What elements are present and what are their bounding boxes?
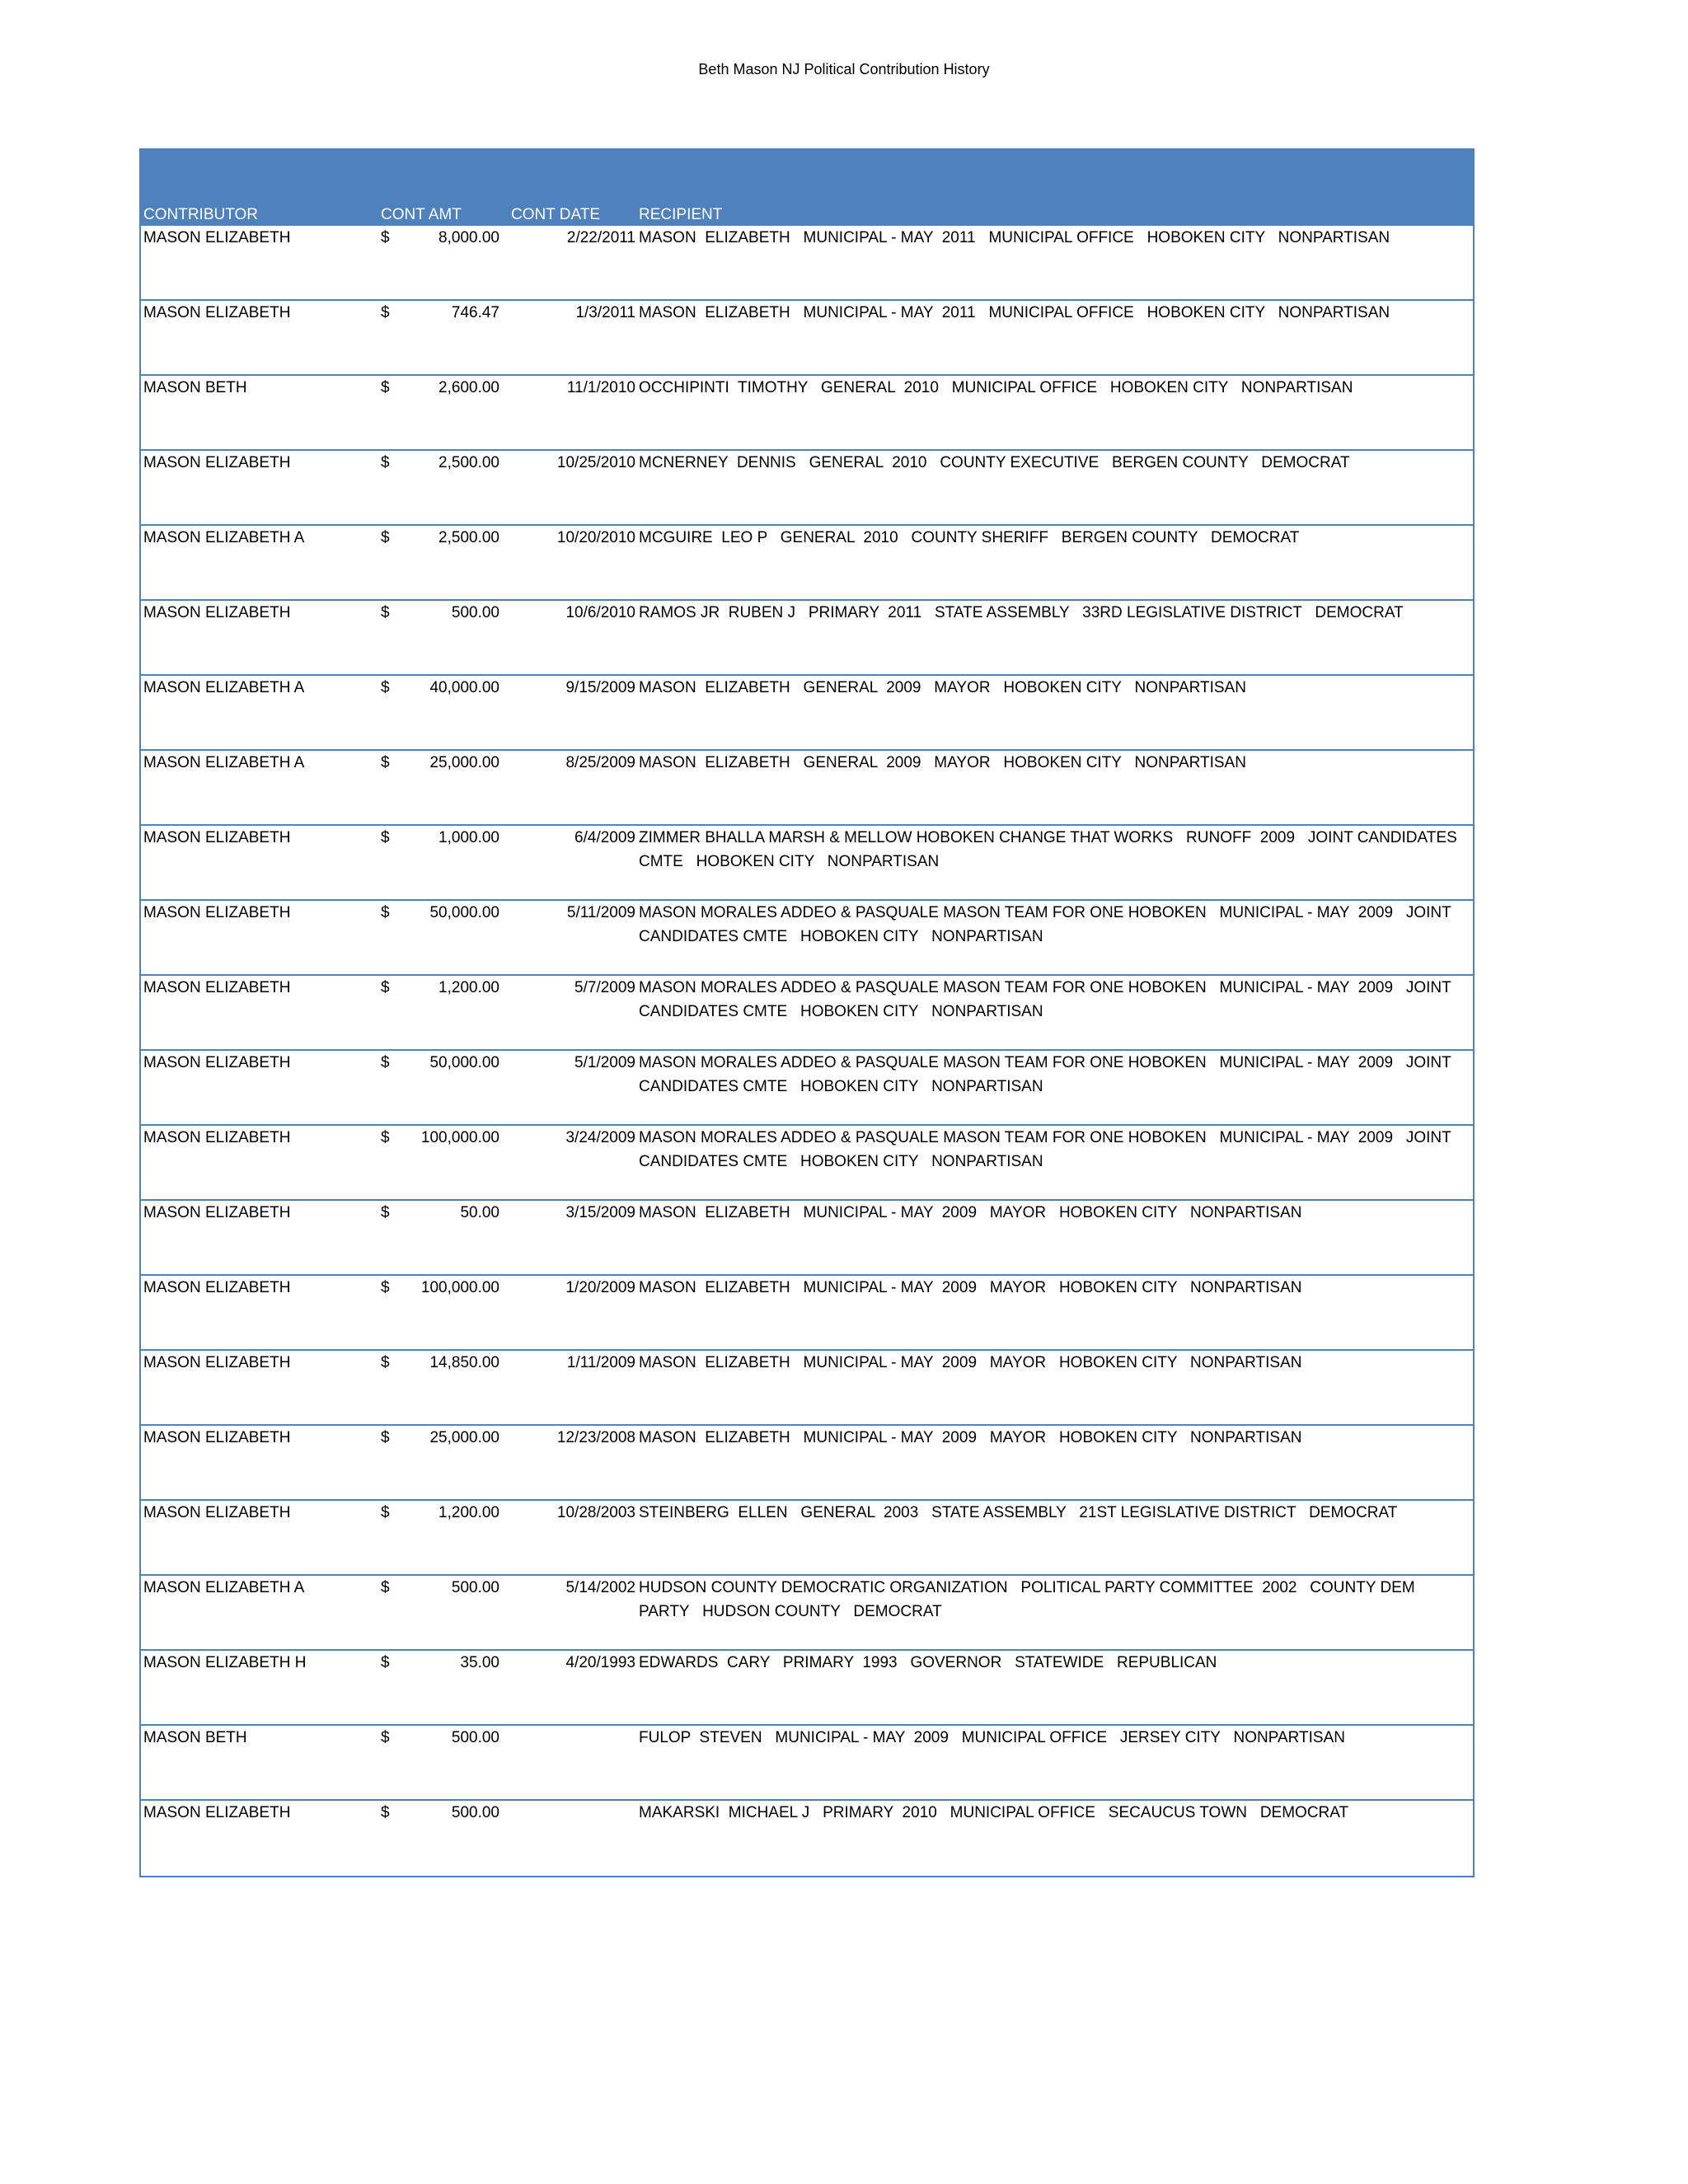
- table-row: [141, 901, 1473, 976]
- header-contributor: CONTRIBUTOR: [143, 206, 258, 223]
- table-row: [141, 1276, 1473, 1351]
- amount-cell: 25,000.00: [429, 754, 499, 771]
- contributor-cell: MASON ELIZABETH A: [143, 754, 305, 771]
- amount-cell: 50.00: [460, 1204, 499, 1221]
- amount-cell: 746.47: [451, 304, 499, 321]
- table-row: [141, 1501, 1473, 1576]
- recipient-cell: HUDSON COUNTY DEMOCRATIC ORGANIZATION POLITICAL PARTY COMMITTEE 2002 COUNTY DEM PARTY HUDSON COUNTY DEMOCRAT: [639, 1579, 1419, 1620]
- contributor-cell: MASON ELIZABETH: [143, 979, 291, 996]
- contributor-cell: MASON ELIZABETH: [143, 229, 291, 246]
- recipient-cell: FULOP STEVEN MUNICIPAL - MAY 2009 MUNICIPAL OFFICE JERSEY CITY NONPARTISAN: [639, 1729, 1345, 1746]
- table-row: [141, 451, 1473, 526]
- currency-cell: $: [381, 1504, 390, 1521]
- currency-cell: $: [381, 229, 390, 246]
- recipient-cell: ZIMMER BHALLA MARSH & MELLOW HOBOKEN CHANGE THAT WORKS RUNOFF 2009 JOINT CANDIDATES CMTE HOBOKEN CITY NONPARTISAN: [639, 829, 1462, 870]
- currency-cell: $: [381, 829, 390, 846]
- header-date: CONT DATE: [511, 206, 601, 223]
- table-row: [141, 1801, 1473, 1876]
- currency-cell: $: [381, 1729, 390, 1746]
- date-cell: 6/4/2009: [574, 829, 635, 846]
- table-row: [141, 751, 1473, 826]
- currency-cell: $: [381, 1429, 390, 1446]
- currency-cell: $: [381, 379, 390, 396]
- amount-cell: 2,600.00: [438, 379, 499, 396]
- contributor-cell: MASON ELIZABETH: [143, 1504, 291, 1521]
- amount-cell: 1,200.00: [438, 979, 499, 996]
- currency-cell: $: [381, 1654, 390, 1671]
- date-cell: 5/7/2009: [574, 979, 635, 996]
- table-row: [141, 1576, 1473, 1651]
- recipient-cell: MAKARSKI MICHAEL J PRIMARY 2010 MUNICIPAL OFFICE SECAUCUS TOWN DEMOCRAT: [639, 1804, 1349, 1821]
- table-row: [141, 526, 1473, 601]
- amount-cell: 8,000.00: [438, 229, 499, 246]
- contributor-cell: MASON BETH: [143, 379, 247, 396]
- currency-cell: $: [381, 454, 390, 471]
- date-cell: 10/28/2003: [556, 1504, 635, 1521]
- recipient-cell: MASON ELIZABETH GENERAL 2009 MAYOR HOBOKEN CITY NONPARTISAN: [639, 679, 1246, 696]
- table-body: [141, 226, 1473, 1876]
- currency-cell: $: [381, 979, 390, 996]
- contributor-cell: MASON BETH: [143, 1729, 247, 1746]
- recipient-cell: MASON ELIZABETH MUNICIPAL - MAY 2009 MAYOR HOBOKEN CITY NONPARTISAN: [639, 1204, 1302, 1221]
- date-cell: 12/23/2008: [556, 1429, 635, 1446]
- currency-cell: $: [381, 1204, 390, 1221]
- amount-cell: 14,850.00: [429, 1354, 499, 1371]
- contributor-cell: MASON ELIZABETH: [143, 904, 291, 921]
- page-title: Beth Mason NJ Political Contribution History: [698, 61, 990, 77]
- contributor-cell: MASON ELIZABETH: [143, 1354, 291, 1371]
- amount-cell: 1,200.00: [438, 1504, 499, 1521]
- recipient-cell: MASON ELIZABETH MUNICIPAL - MAY 2009 MAYOR HOBOKEN CITY NONPARTISAN: [639, 1354, 1302, 1371]
- contribution-table: [139, 148, 1475, 1877]
- recipient-cell: RAMOS JR RUBEN J PRIMARY 2011 STATE ASSEMBLY 33RD LEGISLATIVE DISTRICT DEMOCRAT: [639, 604, 1404, 621]
- table-row: [141, 376, 1473, 451]
- contributor-cell: MASON ELIZABETH: [143, 1429, 291, 1446]
- contributor-cell: MASON ELIZABETH: [143, 1804, 291, 1821]
- contributor-cell: MASON ELIZABETH H: [143, 1654, 307, 1671]
- recipient-cell: MASON MORALES ADDEO & PASQUALE MASON TEAM FOR ONE HOBOKEN MUNICIPAL - MAY 2009 JOINT CANDIDATES CMTE HOBOKEN CITY NONPARTISAN: [639, 904, 1456, 945]
- currency-cell: $: [381, 1054, 390, 1071]
- table-row: [141, 676, 1473, 751]
- amount-cell: 40,000.00: [429, 679, 499, 696]
- contributor-cell: MASON ELIZABETH A: [143, 679, 305, 696]
- table-row: [141, 1201, 1473, 1276]
- date-cell: 4/20/1993: [565, 1654, 635, 1671]
- amount-cell: 500.00: [451, 1729, 499, 1746]
- recipient-cell: MCNERNEY DENNIS GENERAL 2010 COUNTY EXECUTIVE BERGEN COUNTY DEMOCRAT: [639, 454, 1350, 471]
- recipient-cell: MASON MORALES ADDEO & PASQUALE MASON TEAM FOR ONE HOBOKEN MUNICIPAL - MAY 2009 JOINT CANDIDATES CMTE HOBOKEN CITY NONPARTISAN: [639, 1129, 1456, 1170]
- table-row: [141, 1051, 1473, 1126]
- amount-cell: 100,000.00: [420, 1279, 499, 1296]
- date-cell: 10/25/2010: [556, 454, 635, 471]
- table-row: [141, 601, 1473, 676]
- contributor-cell: MASON ELIZABETH: [143, 1204, 291, 1221]
- date-cell: 10/6/2010: [565, 604, 635, 621]
- amount-cell: 500.00: [451, 1579, 499, 1596]
- currency-cell: $: [381, 1579, 390, 1596]
- contributor-cell: MASON ELIZABETH: [143, 304, 291, 321]
- contributor-cell: MASON ELIZABETH: [143, 829, 291, 846]
- amount-cell: 500.00: [451, 604, 499, 621]
- contributor-cell: MASON ELIZABETH: [143, 454, 291, 471]
- table-header: [141, 148, 1473, 226]
- currency-cell: $: [381, 1129, 390, 1146]
- header-recipient: RECIPIENT: [639, 206, 723, 223]
- currency-cell: $: [381, 1354, 390, 1371]
- recipient-cell: EDWARDS CARY PRIMARY 1993 GOVERNOR STATEWIDE REPUBLICAN: [639, 1654, 1217, 1671]
- recipient-cell: STEINBERG ELLEN GENERAL 2003 STATE ASSEMBLY 21ST LEGISLATIVE DISTRICT DEMOCRAT: [639, 1504, 1398, 1521]
- amount-cell: 2,500.00: [438, 454, 499, 471]
- date-cell: 3/24/2009: [565, 1129, 635, 1146]
- date-cell: 10/20/2010: [556, 529, 635, 546]
- contributor-cell: MASON ELIZABETH: [143, 1054, 291, 1071]
- contributor-cell: MASON ELIZABETH A: [143, 1579, 305, 1596]
- recipient-cell: MASON ELIZABETH GENERAL 2009 MAYOR HOBOKEN CITY NONPARTISAN: [639, 754, 1246, 771]
- recipient-cell: MASON ELIZABETH MUNICIPAL - MAY 2009 MAYOR HOBOKEN CITY NONPARTISAN: [639, 1279, 1302, 1296]
- table-row: [141, 1426, 1473, 1501]
- date-cell: 9/15/2009: [565, 679, 635, 696]
- amount-cell: 1,000.00: [438, 829, 499, 846]
- date-cell: 2/22/2011: [566, 229, 635, 246]
- currency-cell: $: [381, 754, 390, 771]
- recipient-cell: MASON ELIZABETH MUNICIPAL - MAY 2011 MUNICIPAL OFFICE HOBOKEN CITY NONPARTISAN: [639, 229, 1390, 246]
- table-row: [141, 1651, 1473, 1726]
- table-row: [141, 976, 1473, 1051]
- recipient-cell: MCGUIRE LEO P GENERAL 2010 COUNTY SHERIFF BERGEN COUNTY DEMOCRAT: [639, 529, 1300, 546]
- currency-cell: $: [381, 604, 390, 621]
- amount-cell: 50,000.00: [429, 904, 499, 921]
- contributor-cell: MASON ELIZABETH: [143, 1129, 291, 1146]
- date-cell: 5/14/2002: [565, 1579, 635, 1596]
- date-cell: 1/3/2011: [575, 304, 635, 321]
- contributor-cell: MASON ELIZABETH A: [143, 529, 305, 546]
- date-cell: 5/1/2009: [574, 1054, 635, 1071]
- table-row: [141, 1726, 1473, 1801]
- currency-cell: $: [381, 679, 390, 696]
- currency-cell: $: [381, 904, 390, 921]
- currency-cell: $: [381, 1279, 390, 1296]
- date-cell: 1/11/2009: [566, 1354, 635, 1371]
- amount-cell: 50,000.00: [429, 1054, 499, 1071]
- contributor-cell: MASON ELIZABETH: [143, 604, 291, 621]
- currency-cell: $: [381, 1804, 390, 1821]
- date-cell: 1/20/2009: [565, 1279, 635, 1296]
- date-cell: 5/11/2009: [566, 904, 635, 921]
- recipient-cell: OCCHIPINTI TIMOTHY GENERAL 2010 MUNICIPAL OFFICE HOBOKEN CITY NONPARTISAN: [639, 379, 1353, 396]
- amount-cell: 35.00: [460, 1654, 499, 1671]
- recipient-cell: MASON MORALES ADDEO & PASQUALE MASON TEAM FOR ONE HOBOKEN MUNICIPAL - MAY 2009 JOINT CANDIDATES CMTE HOBOKEN CITY NONPARTISAN: [639, 979, 1456, 1020]
- amount-cell: 100,000.00: [420, 1129, 499, 1146]
- table-row: [141, 826, 1473, 901]
- table-row: [141, 1126, 1473, 1201]
- amount-cell: 25,000.00: [429, 1429, 499, 1446]
- contributor-cell: MASON ELIZABETH: [143, 1279, 291, 1296]
- currency-cell: $: [381, 304, 390, 321]
- recipient-cell: MASON ELIZABETH MUNICIPAL - MAY 2011 MUNICIPAL OFFICE HOBOKEN CITY NONPARTISAN: [639, 304, 1390, 321]
- recipient-cell: MASON MORALES ADDEO & PASQUALE MASON TEAM FOR ONE HOBOKEN MUNICIPAL - MAY 2009 JOINT CANDIDATES CMTE HOBOKEN CITY NONPARTISAN: [639, 1054, 1456, 1095]
- table-row: [141, 226, 1473, 301]
- table-row: [141, 1351, 1473, 1426]
- date-cell: 8/25/2009: [565, 754, 635, 771]
- date-cell: 3/15/2009: [565, 1204, 635, 1221]
- date-cell: 11/1/2010: [566, 379, 635, 396]
- currency-cell: $: [381, 529, 390, 546]
- amount-cell: 500.00: [451, 1804, 499, 1821]
- header-amount: CONT AMT: [381, 206, 462, 223]
- amount-cell: 2,500.00: [438, 529, 499, 546]
- recipient-cell: MASON ELIZABETH MUNICIPAL - MAY 2009 MAYOR HOBOKEN CITY NONPARTISAN: [639, 1429, 1302, 1446]
- table-row: [141, 301, 1473, 376]
